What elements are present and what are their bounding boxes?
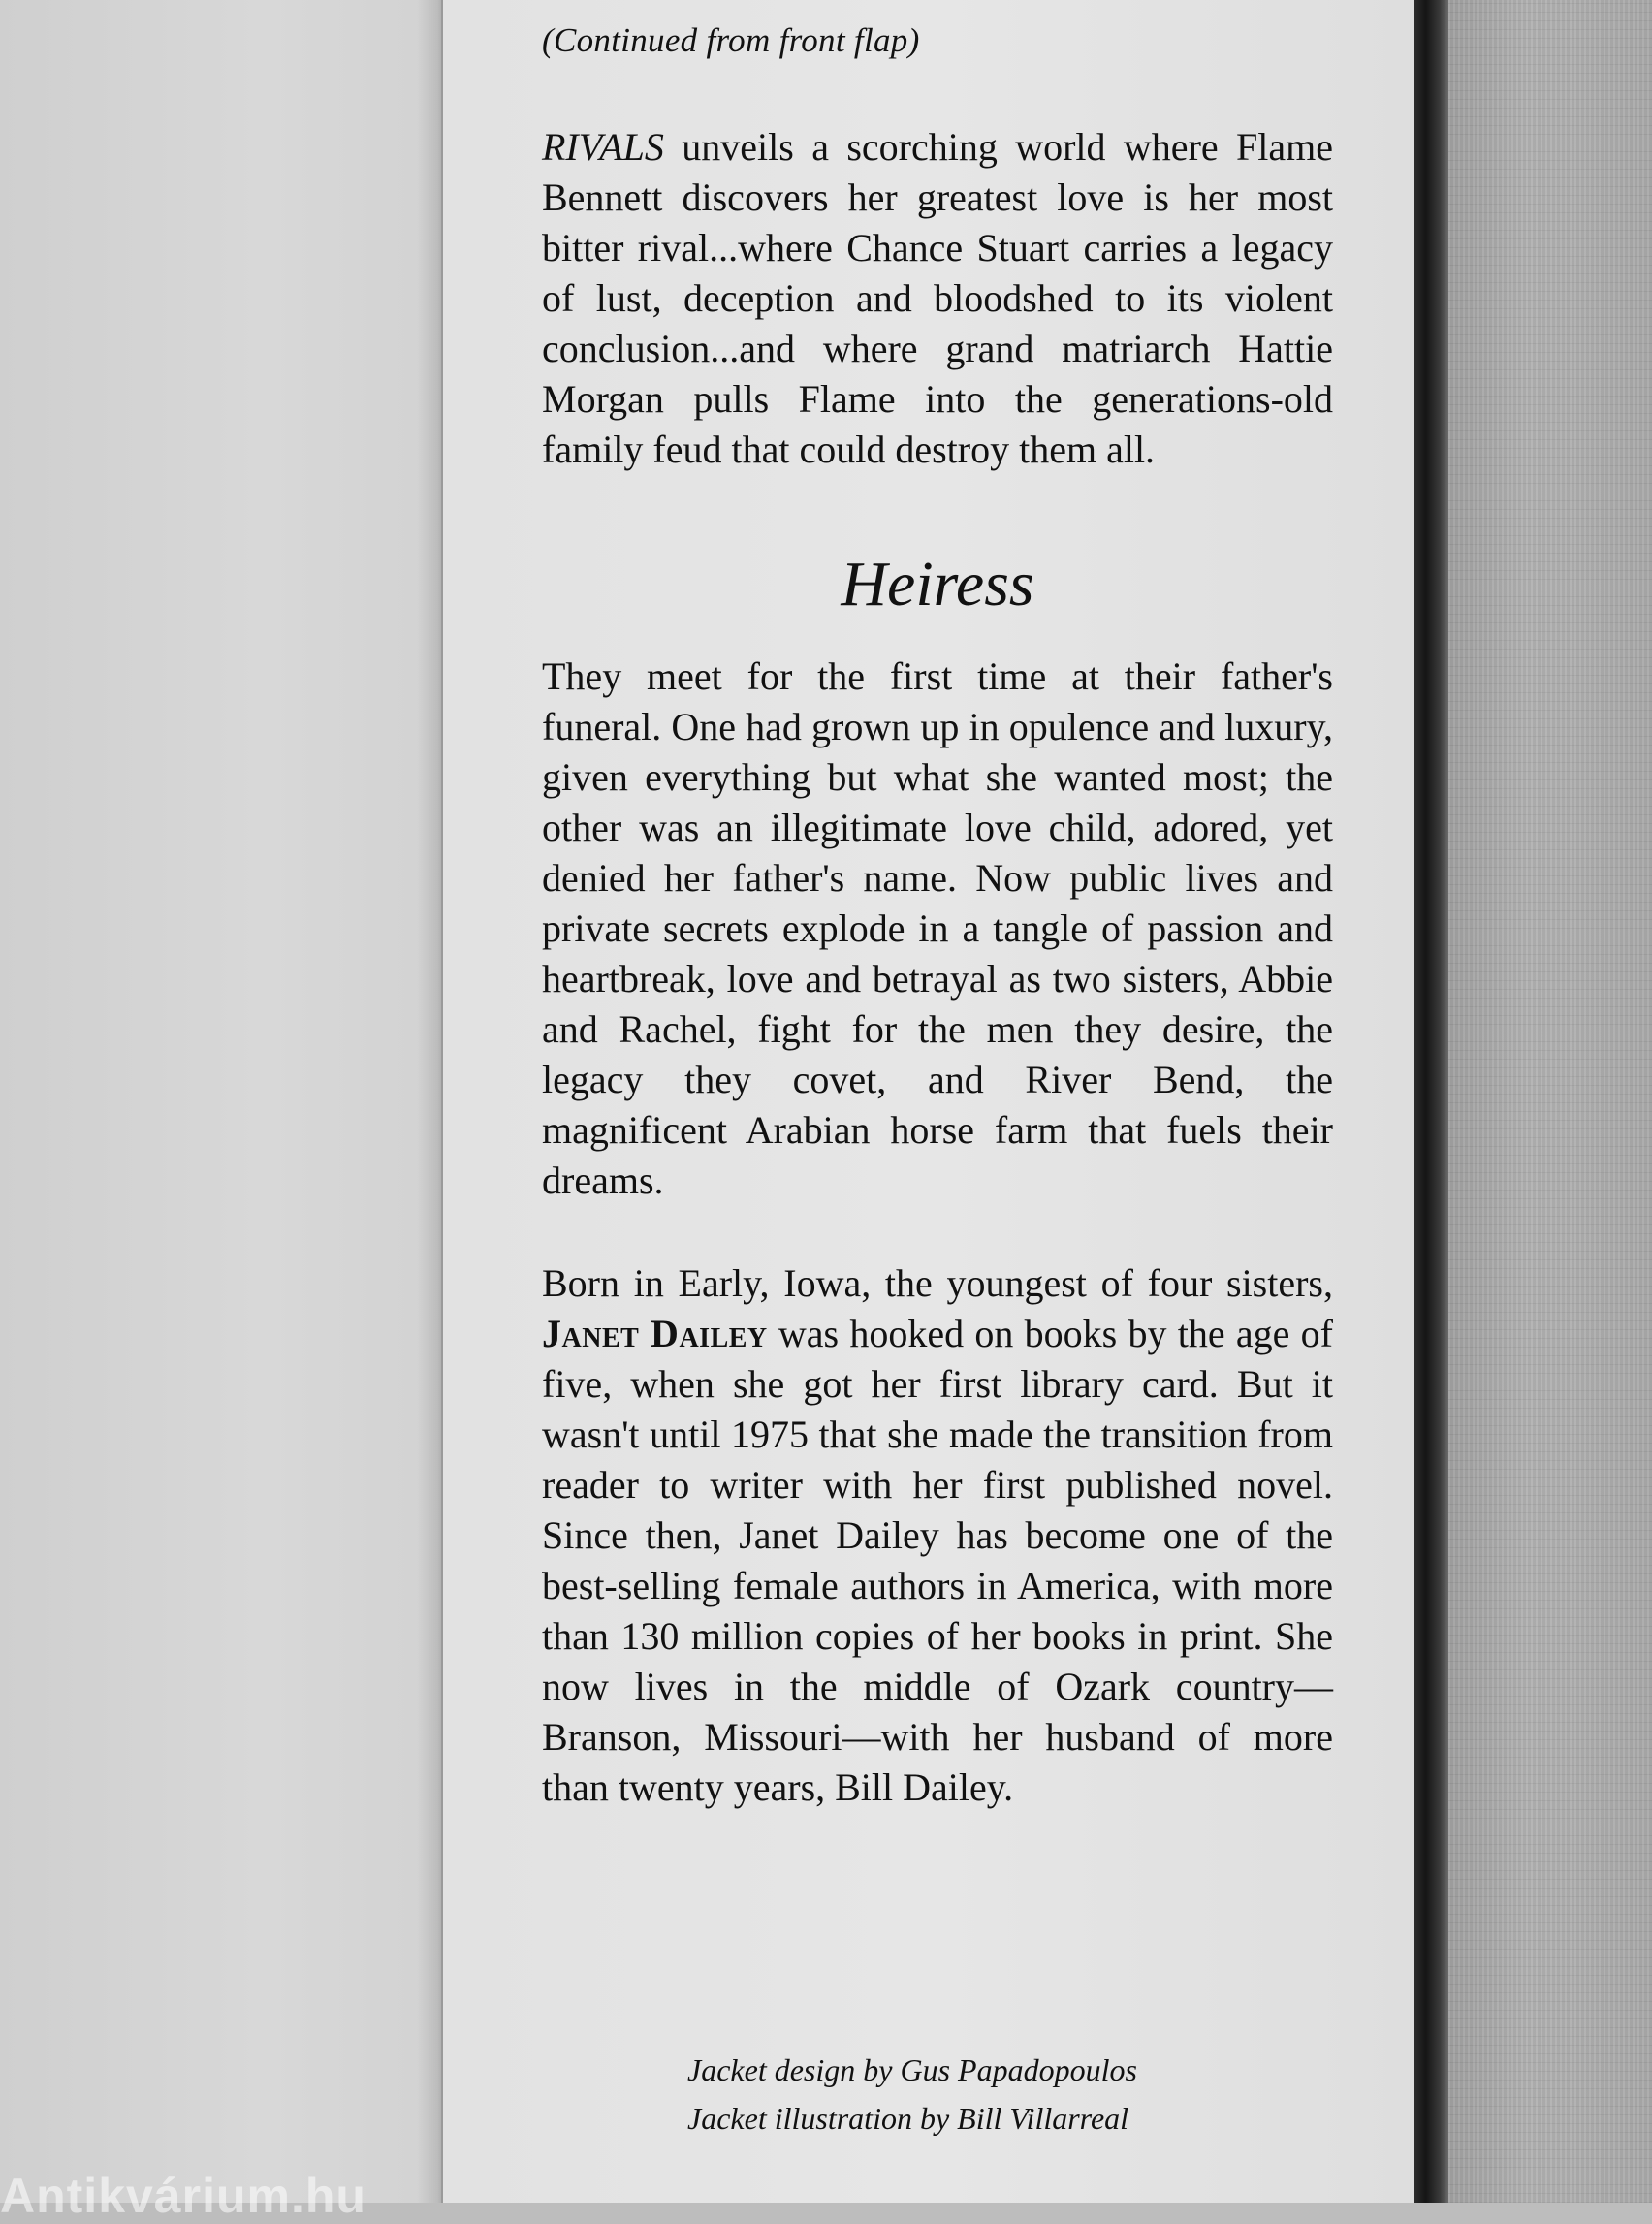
- heiress-description: They meet for the first time at their father's funeral. One had grown up in opulence and luxury, given everything but what she wanted most; the other was an illegitimate love child, adored, yet denied her father's name. Now public lives and private secrets explode in a tangle of passion and heartbreak, love and betrayal as two sisters, Abbie and Rachel, fight for the men they desire, the legacy they covet, and River Bend, the magnificent Arabian horse farm that fuels their dreams.: [542, 654, 1333, 1202]
- credit-illustration: Jacket illustration by Bill Villarreal: [687, 2101, 1129, 2136]
- author-name: Janet Dailey: [542, 1312, 768, 1355]
- left-endpaper: [0, 0, 441, 2203]
- continued-label: (Continued from front flap): [542, 21, 920, 59]
- jacket-credits: [542, 2046, 1333, 2143]
- author-bio: [542, 1258, 1333, 1813]
- rivals-text: unveils a scorching world where Flame Bennett discovers her greatest love is her most bitter rival...where Chance Stuart carries a legacy of lust, deception and bloodshed to its violent conclusion...and where grand matriarch Hattie Morgan pulls Flame into the generations-old family feud that could destroy them all.: [542, 125, 1333, 471]
- flap-fold-edge: [1414, 0, 1448, 2203]
- bio-after: was hooked on books by the age of five, when she got her first library card. But it wasn't until 1975 that she made the transition from reader to writer with her first published novel. Since then, Janet Dailey has become one of the best-selling female authors in America, with more than 130 million copies of her books in print. She now lives in the middle of Ozark country—Branson, Missouri—with her husband of more than twenty years, Bill Dailey.: [542, 1312, 1333, 1809]
- rivals-title: RIVALS: [542, 125, 664, 169]
- rivals-description: [542, 122, 1333, 475]
- book-board: [1448, 0, 1652, 2203]
- watermark: Antikvárium.hu: [0, 2169, 366, 2223]
- credit-design: Jacket design by Gus Papadopoulos: [687, 2052, 1137, 2087]
- heiress-title: Heiress: [841, 549, 1034, 620]
- bio-before: Born in Early, Iowa, the youngest of four sisters,: [542, 1261, 1333, 1305]
